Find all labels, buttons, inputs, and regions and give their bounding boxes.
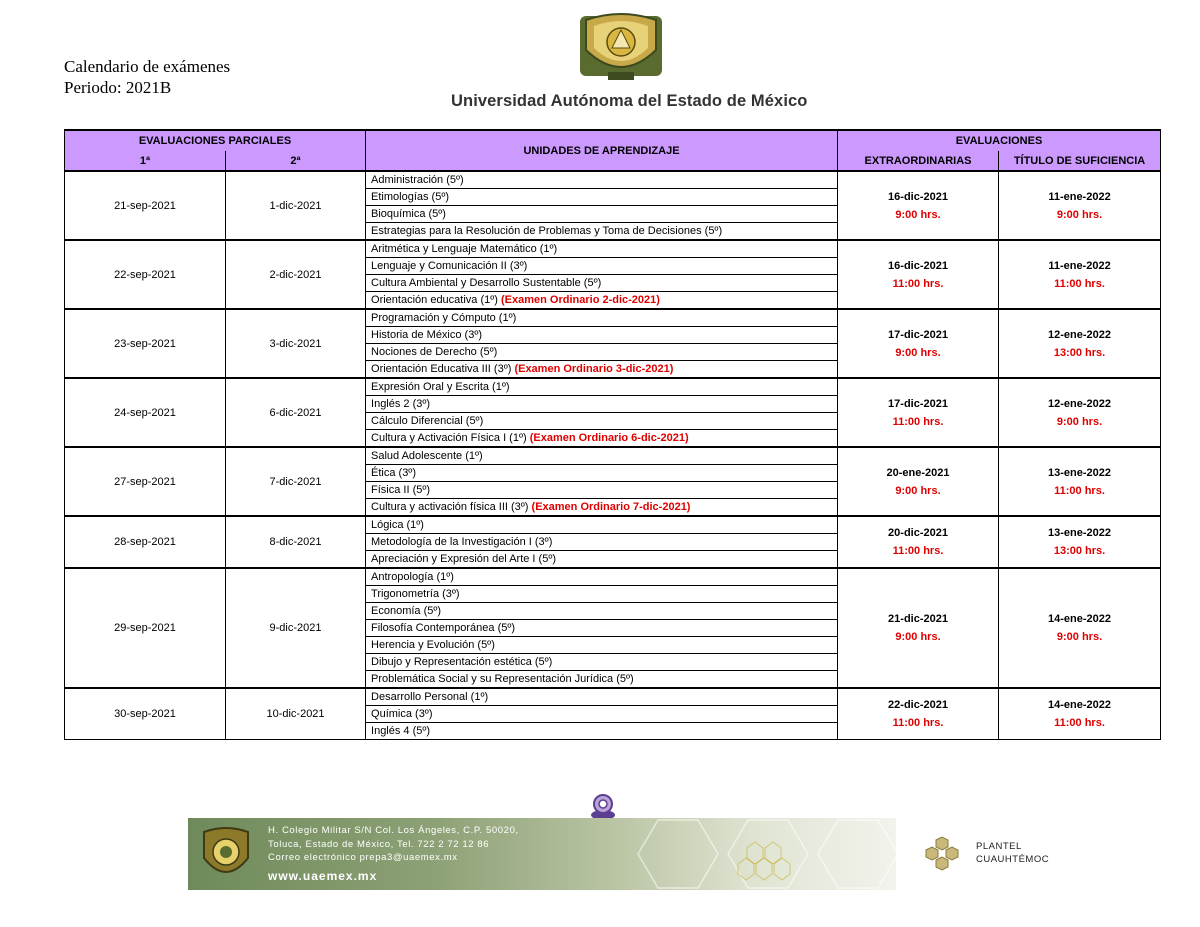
ordinary-exam-note: (Examen Ordinario 3-dic-2021) (514, 363, 674, 375)
parcial-2-header: 2ª (226, 151, 366, 171)
footer-banner (188, 818, 896, 890)
extraordinaria-cell (838, 688, 999, 740)
extraordinaria-time: 11:00 hrs. (892, 717, 944, 729)
extraordinaria-date: 21-dic-2021 (888, 613, 948, 625)
parciales-header: EVALUACIONES PARCIALES (65, 130, 366, 151)
footer-address-2: Toluca, Estado de México, Tel. 722 2 72 12 86 (268, 838, 490, 850)
footer-address-1: H. Colegio Militar S/N Col. Los Ángeles, C.P. 50020, (268, 825, 519, 836)
subject-name: Problemática Social y su Representación Jurídica (5º) (371, 673, 634, 685)
titulo-suficiencia-time: 13:00 hrs. (1053, 346, 1106, 359)
hexagon-pattern-icon (618, 818, 896, 890)
parcial-2-date: 7-dic-2021 (226, 447, 366, 516)
parcial-2-date: 10-dic-2021 (226, 688, 366, 740)
subject-name: Metodología de la Investigación I (3º) (371, 536, 553, 548)
subject-name: Orientación educativa (1º) (371, 294, 501, 306)
table-row (65, 688, 1161, 706)
extraordinaria-cell (838, 171, 999, 240)
university-logo (578, 10, 664, 86)
table-row (65, 378, 1161, 396)
subject-name: Estrategias para la Resolución de Problemas y Toma de Decisiones (5º) (371, 225, 723, 237)
parcial-1-date: 28-sep-2021 (65, 516, 226, 568)
ordinary-exam-note: (Examen Ordinario 7-dic-2021) (531, 501, 691, 513)
subject-cell (366, 189, 838, 206)
footer-email: Correo electrónico prepa3@uaemex.mx (268, 852, 458, 863)
subject-name: Programación y Cómputo (1º) (371, 312, 517, 324)
titulo-suficiencia-date: 14-ene-2022 (1048, 613, 1112, 625)
subject-cell (366, 447, 838, 465)
extraordinaria-date: 17-dic-2021 (888, 328, 948, 341)
subject-cell (366, 327, 838, 344)
subject-name: Física II (5º) (371, 484, 431, 496)
plantel-label-2: CUAUHTÉMOC (976, 854, 1050, 865)
parcial-2-date: 1-dic-2021 (226, 171, 366, 240)
extraordinaria-cell (838, 240, 999, 309)
subject-cell (366, 465, 838, 482)
subject-name: Filosofía Contemporánea (5º) (371, 622, 516, 634)
subject-name: Expresión Oral y Escrita (1º) (371, 381, 510, 393)
parcial-2-date: 8-dic-2021 (226, 516, 366, 568)
titulo-suficiencia-date: 14-ene-2022 (1048, 699, 1112, 711)
titulo-suficiencia-cell (999, 568, 1161, 688)
titulo-suficiencia-time: 9:00 hrs. (1056, 208, 1103, 221)
titulo-suficiencia-date: 12-ene-2022 (1048, 328, 1112, 341)
subject-name: Química (3º) (371, 708, 433, 720)
subject-name: Trigonometría (3º) (371, 588, 460, 600)
subject-name: Apreciación y Expresión del Arte I (5º) (371, 553, 557, 565)
subject-cell (366, 378, 838, 396)
parcial-2-date: 9-dic-2021 (226, 568, 366, 688)
subject-cell (366, 482, 838, 499)
titulo-suficiencia-time: 11:00 hrs. (1054, 484, 1105, 497)
subject-name: Desarrollo Personal (1º) (371, 691, 489, 703)
subject-cell (366, 688, 838, 706)
parcial-1-date: 23-sep-2021 (65, 309, 226, 378)
parcial-1-date: 21-sep-2021 (65, 171, 226, 240)
subject-name: Cultura y Activación Física I (1º) (371, 432, 530, 444)
extraordinaria-time: 9:00 hrs. (895, 484, 941, 497)
extraordinaria-date: 20-dic-2021 (888, 527, 948, 539)
ordinary-exam-note: (Examen Ordinario 2-dic-2021) (501, 294, 660, 306)
titulo-suficiencia-date: 13-ene-2022 (1048, 527, 1112, 539)
subject-cell (366, 637, 838, 654)
extraordinaria-time: 11:00 hrs. (892, 415, 944, 428)
parcial-1-header: 1ª (65, 151, 226, 171)
plantel-logo-icon (922, 836, 962, 872)
subject-cell (366, 413, 838, 430)
subject-cell (366, 396, 838, 413)
subject-name: Historia de México (3º) (371, 329, 483, 341)
subject-name: Lenguaje y Comunicación II (3º) (371, 260, 528, 272)
subject-cell (366, 258, 838, 275)
unidades-header: UNIDADES DE APRENDIZAJE (366, 130, 838, 171)
subject-name: Etimologías (5º) (371, 191, 450, 203)
subject-name: Lógica (1º) (371, 519, 424, 531)
titulo-suficiencia-time: 9:00 hrs. (1056, 415, 1103, 428)
footer-contact (268, 824, 519, 865)
extraordinaria-cell (838, 309, 999, 378)
subject-cell (366, 309, 838, 327)
subject-name: Salud Adolescente (1º) (371, 450, 483, 462)
extraordinaria-cell (838, 568, 999, 688)
header-row-1 (65, 130, 1161, 151)
table-row (65, 171, 1161, 189)
titulo-suficiencia-time: 9:00 hrs. (1056, 631, 1103, 643)
parcial-1-date: 30-sep-2021 (65, 688, 226, 740)
table-row (65, 568, 1161, 586)
subject-name: Ética (3º) (371, 467, 416, 479)
parcial-1-date: 27-sep-2021 (65, 447, 226, 516)
subject-cell (366, 586, 838, 603)
parcial-1-date: 29-sep-2021 (65, 568, 226, 688)
extraordinaria-time: 11:00 hrs. (892, 277, 944, 290)
titulo-suficiencia-cell (999, 688, 1161, 740)
titulo-suficiencia-cell (999, 240, 1161, 309)
subject-cell (366, 654, 838, 671)
table-row (65, 447, 1161, 465)
extraordinarias-header: EXTRAORDINARIAS (838, 151, 999, 171)
plantel-label-1: PLANTEL (976, 841, 1022, 852)
titulo-header: TÍTULO DE SUFICIENCIA (999, 151, 1161, 171)
table-row (65, 516, 1161, 534)
subject-cell (366, 344, 838, 361)
subject-cell (366, 671, 838, 689)
subject-name: Inglés 2 (3º) (371, 398, 431, 410)
titulo-suficiencia-date: 11-ene-2022 (1048, 190, 1111, 203)
subject-cell (366, 240, 838, 258)
subject-cell (366, 361, 838, 379)
subject-name: Antropología (1º) (371, 571, 454, 583)
parcial-2-date: 2-dic-2021 (226, 240, 366, 309)
extraordinaria-date: 22-dic-2021 (888, 699, 948, 711)
titulo-suficiencia-cell (999, 171, 1161, 240)
subject-name: Dibujo y Representación estética (5º) (371, 656, 553, 668)
ordinary-exam-note: (Examen Ordinario 6-dic-2021) (529, 432, 689, 444)
title-line-1: Calendario de exámenes (64, 57, 231, 76)
footer-seal-icon (200, 826, 252, 882)
subject-name: Orientación Educativa III (3º) (371, 363, 515, 375)
parcial-2-date: 3-dic-2021 (226, 309, 366, 378)
titulo-suficiencia-cell (999, 447, 1161, 516)
subject-cell (366, 206, 838, 223)
extraordinaria-date: 16-dic-2021 (888, 259, 948, 272)
titulo-suficiencia-date: 12-ene-2022 (1048, 397, 1112, 410)
titulo-suficiencia-cell (999, 516, 1161, 568)
document-title (64, 56, 230, 98)
subject-cell (366, 534, 838, 551)
subject-name: Inglés 4 (5º) (371, 725, 431, 737)
subject-cell (366, 568, 838, 586)
extraordinaria-date: 20-ene-2021 (886, 466, 950, 479)
parcial-1-date: 24-sep-2021 (65, 378, 226, 447)
extraordinaria-date: 17-dic-2021 (888, 397, 948, 410)
titulo-suficiencia-date: 13-ene-2022 (1048, 466, 1112, 479)
subject-name: Economía (5º) (371, 605, 442, 617)
subject-cell (366, 292, 838, 310)
titulo-suficiencia-time: 13:00 hrs. (1053, 545, 1106, 557)
subject-cell (366, 551, 838, 569)
subject-cell (366, 620, 838, 637)
extraordinaria-time: 11:00 hrs. (892, 545, 944, 557)
subject-cell (366, 603, 838, 620)
parcial-1-date: 22-sep-2021 (65, 240, 226, 309)
university-name: Universidad Autónoma del Estado de México (451, 92, 808, 110)
exam-calendar-table (64, 129, 1161, 740)
subject-cell (366, 430, 838, 448)
subject-name: Administración (5º) (371, 174, 464, 186)
titulo-suficiencia-cell (999, 309, 1161, 378)
titulo-suficiencia-time: 11:00 hrs. (1054, 717, 1105, 729)
subject-cell (366, 499, 838, 517)
titulo-suficiencia-time: 11:00 hrs. (1054, 277, 1105, 290)
extraordinaria-time: 9:00 hrs. (895, 346, 941, 359)
subject-cell (366, 275, 838, 292)
extraordinaria-cell (838, 447, 999, 516)
subject-name: Cultura y activación física III (3º) (371, 501, 532, 513)
subject-cell (366, 171, 838, 189)
subject-cell (366, 706, 838, 723)
table-row (65, 309, 1161, 327)
subject-name: Cálculo Diferencial (5º) (371, 415, 484, 427)
subject-name: Herencia y Evolución (5º) (371, 639, 495, 651)
mascot-icon (588, 791, 618, 821)
titulo-suficiencia-cell (999, 378, 1161, 447)
plantel-label (976, 840, 1049, 866)
footer-website-link[interactable]: www.uaemex.mx (268, 869, 378, 883)
subject-name: Cultura Ambiental y Desarrollo Sustentable (5º) (371, 277, 602, 289)
subject-name: Aritmética y Lenguaje Matemático (1º) (371, 243, 558, 255)
subject-name: Bioquímica (5º) (371, 208, 446, 220)
table-row (65, 240, 1161, 258)
subject-cell (366, 223, 838, 241)
title-line-2: Periodo: 2021B (64, 78, 172, 97)
subject-cell (366, 723, 838, 740)
titulo-suficiencia-date: 11-ene-2022 (1048, 259, 1111, 272)
subject-cell (366, 516, 838, 534)
extraordinaria-time: 9:00 hrs. (895, 631, 941, 643)
parcial-2-date: 6-dic-2021 (226, 378, 366, 447)
extraordinaria-date: 16-dic-2021 (888, 190, 948, 203)
extraordinaria-cell (838, 378, 999, 447)
extraordinaria-time: 9:00 hrs. (895, 208, 941, 221)
extraordinaria-cell (838, 516, 999, 568)
evaluaciones-header: EVALUACIONES (838, 130, 1161, 151)
subject-name: Nociones de Derecho (5º) (371, 346, 498, 358)
